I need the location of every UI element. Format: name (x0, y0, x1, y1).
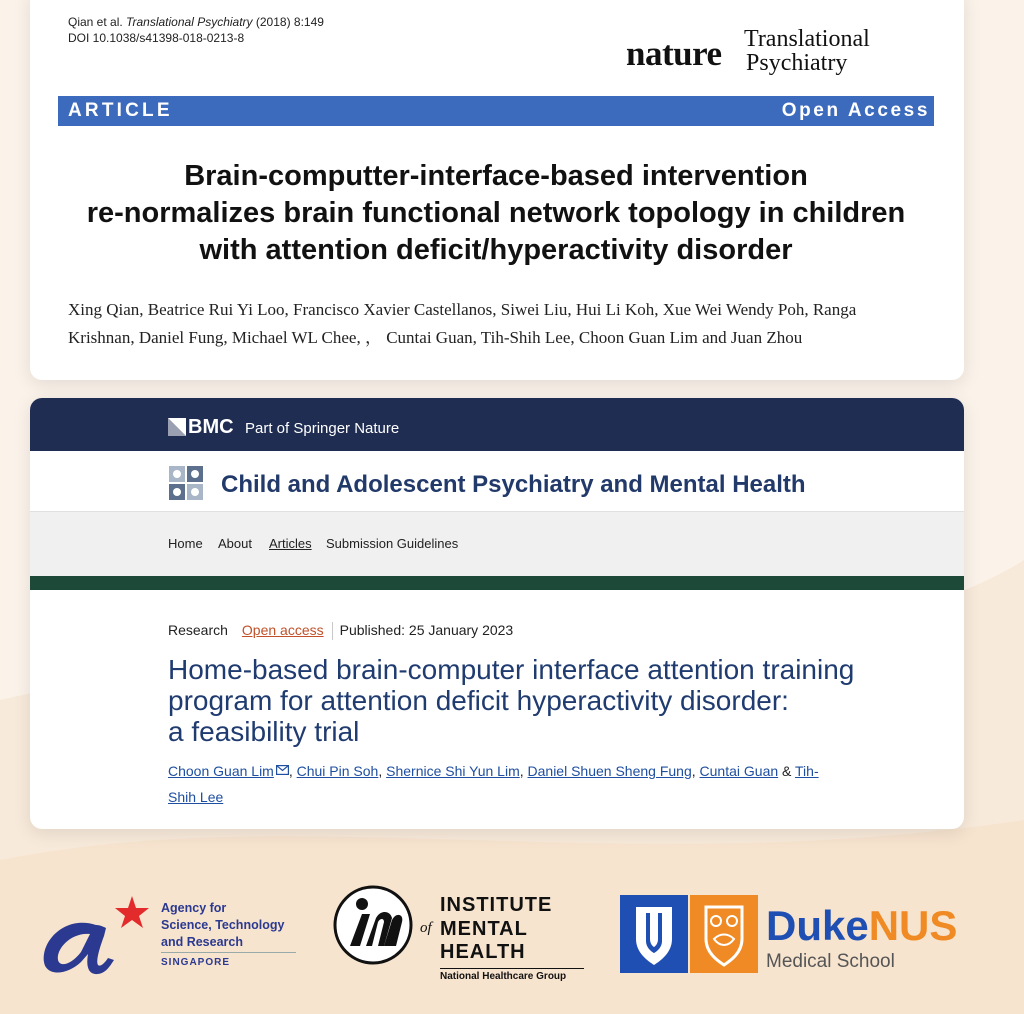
divider-bar (30, 576, 964, 590)
imh-line3: HEALTH (440, 941, 526, 963)
author-link-continued[interactable]: Shih Lee (168, 789, 224, 805)
nature-logo: nature (626, 34, 722, 73)
article-title: Home-based brain-computer interface attention training program for attention deficit hyperactivity disorder: a feasibility trial (168, 654, 855, 747)
bmc-logo[interactable]: BMC (188, 416, 234, 438)
journal-logo-icon (168, 465, 204, 501)
imh-line1: INSTITUTE (440, 894, 553, 916)
imh-group: National Healthcare Group (440, 968, 584, 982)
bmc-header (30, 398, 964, 451)
nav-submission-guidelines[interactable]: Submission Guidelines (326, 536, 459, 551)
author-list: Choon Guan Lim , Chui Pin Soh, Shernice Shi Yun Lim, Daniel Shuen Sheng Fung, Cuntai Guan & Tih- Shih Lee (168, 763, 819, 805)
astar-country: SINGAPORE (161, 952, 296, 968)
author-link[interactable]: Cuntai Guan (699, 763, 779, 779)
author-list: Xing Qian, Beatrice Rui Yi Loo, Francisco Xavier Castellanos, Siwei Liu, Hui Li Koh, Xue Wei Wendy Poh, Ranga Krishnan, Daniel Fung, Michael WL Chee, ， Cuntai Guan, Tih-Shih Lee, Choon Guan Lim and Juan Zhou (68, 300, 857, 347)
article-type: Research (168, 622, 228, 638)
duke-nus-name: DukeNUS (766, 902, 958, 949)
imh-logo (332, 880, 592, 990)
duke-nus-subtitle: Medical School (766, 951, 895, 972)
article-banner (58, 96, 934, 126)
author-link[interactable]: Choon Guan Lim (168, 763, 274, 779)
author-link[interactable]: Daniel Shuen Sheng Fung (527, 763, 692, 779)
article-meta (168, 622, 513, 640)
author-link[interactable]: Chui Pin Soh (296, 763, 379, 779)
open-access-label: Open Access (781, 100, 930, 121)
bmc-article-card (30, 398, 964, 829)
journal-title[interactable]: Child and Adolescent Psychiatry and Mental Health (221, 471, 806, 498)
translational-psychiatry-article-card (30, 0, 964, 380)
author-link[interactable]: Shernice Shi Yun Lim (386, 763, 520, 779)
citation: Qian et al. Translational Psychiatry (2018) 8:149 DOI 10.1038/s41398-018-0213-8 (68, 15, 324, 45)
imh-of: of (420, 920, 432, 936)
imh-emblem-icon (332, 884, 414, 966)
meta-divider (332, 622, 333, 640)
springer-nature-label: Part of Springer Nature (245, 420, 400, 437)
nav-about[interactable]: About (218, 536, 252, 551)
astar-logo (36, 890, 316, 980)
astar-name: Agency for Science, Technology and Research (161, 901, 285, 949)
article-type-label: ARTICLE (68, 100, 173, 121)
nav-articles[interactable]: Articles (269, 536, 312, 551)
translational-psychiatry-logo: Translational Psychiatry (744, 26, 870, 76)
article-title: Brain-computter-interface-based intervention re-normalizes brain functional network topology in children with attention deficit/hyperactivity disorder (86, 160, 906, 266)
astar-mark-icon (36, 890, 154, 980)
mail-icon[interactable] (276, 765, 289, 775)
bmc-logo-icon (168, 418, 186, 436)
duke-nus-logo (620, 895, 990, 975)
published-date: Published: 25 January 2023 (339, 622, 514, 638)
journal-nav (30, 511, 964, 576)
journal-header (30, 451, 964, 511)
open-access-link[interactable]: Open access (241, 622, 324, 638)
imh-line2: MENTAL (440, 918, 528, 940)
doi: DOI 10.1038/s41398-018-0213-8 (68, 31, 245, 45)
duke-nus-shield-icon (620, 895, 758, 973)
author-link[interactable]: Tih- (795, 763, 819, 779)
nav-home[interactable]: Home (168, 536, 203, 551)
